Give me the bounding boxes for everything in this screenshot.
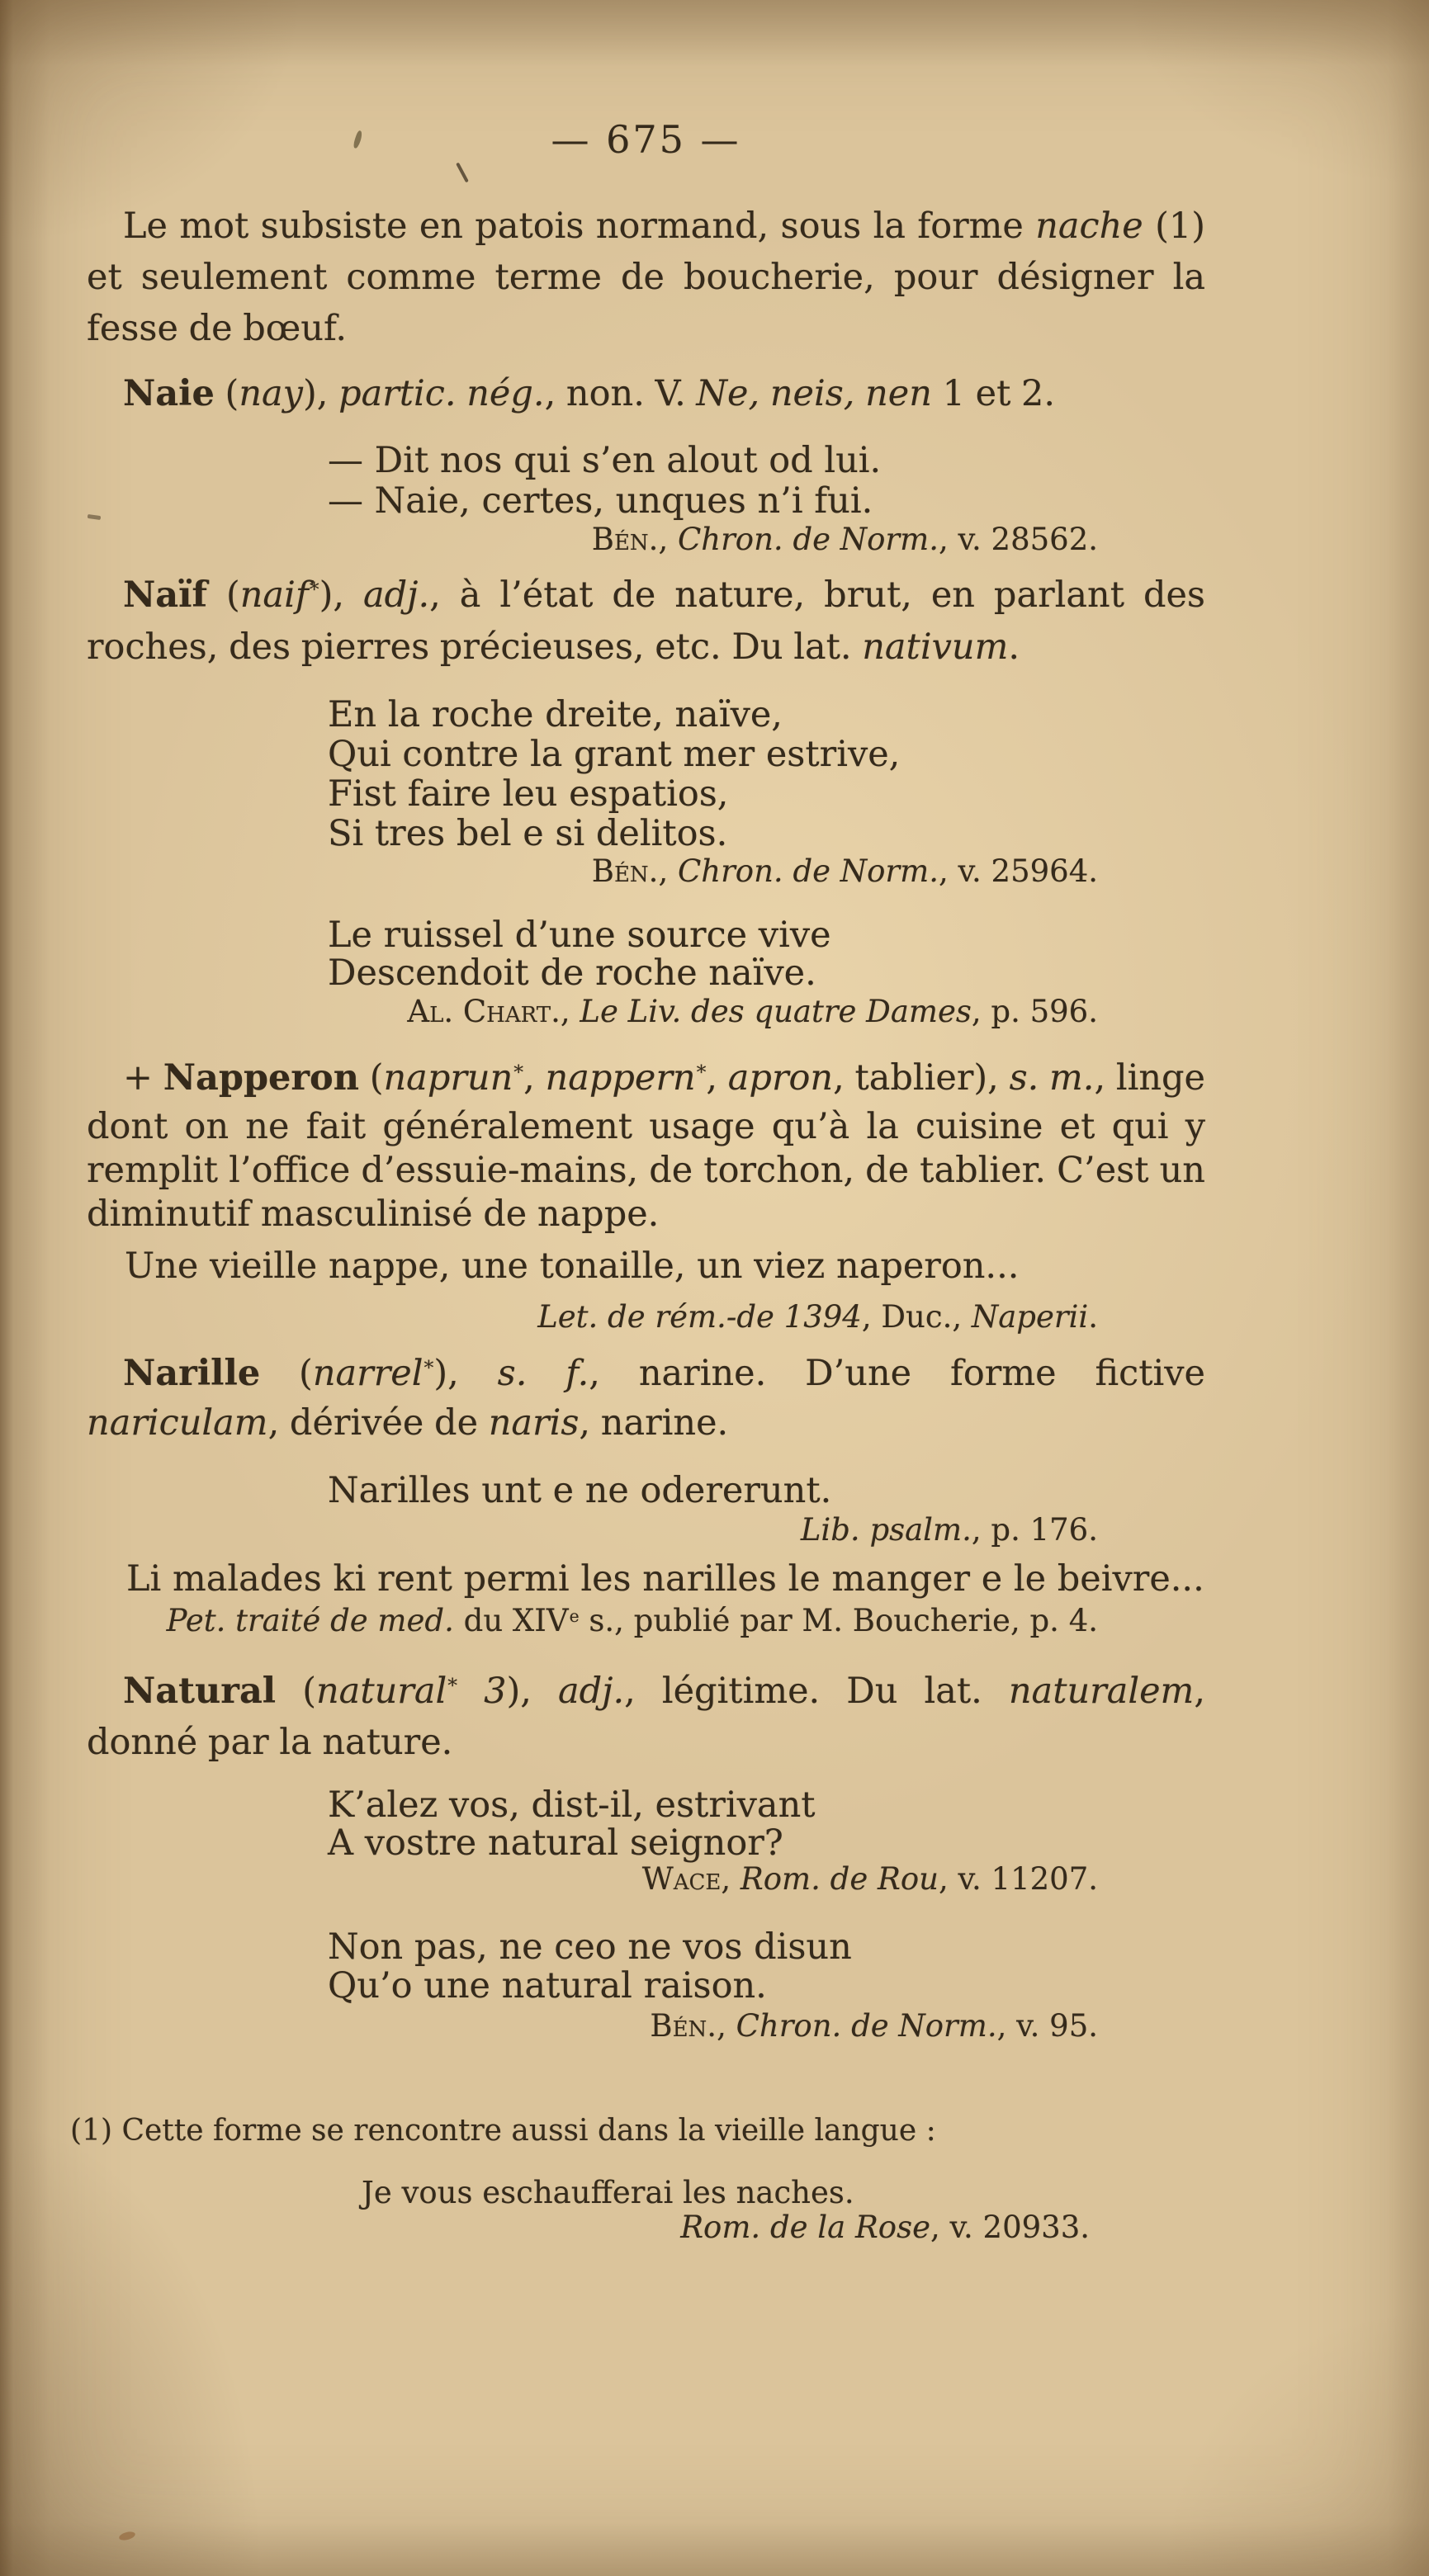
text-run: ), — [506, 1671, 558, 1712]
text-run-i: nativum — [862, 626, 1009, 668]
text-run: . — [1088, 1299, 1098, 1335]
text-run-i: naif — [239, 574, 309, 616]
text-run-sc: Bén. — [591, 853, 659, 889]
quote-napperon — [87, 1246, 1205, 1286]
text-run: , — [523, 1057, 546, 1099]
text-run: . — [1008, 626, 1020, 668]
text-run: , dérivée de — [267, 1402, 489, 1444]
text-run-sc: Wace — [641, 1861, 722, 1897]
verse-line: Le ruissel d’une source vive — [328, 915, 831, 956]
text-run-sup: * — [423, 1356, 434, 1379]
verse-line: Si tres bel e si delitos. — [328, 813, 728, 854]
text-run-b: Naie — [123, 373, 215, 414]
verse-naif — [87, 695, 1205, 853]
text-run: ), — [433, 1353, 498, 1394]
citation-narille-2 — [87, 1603, 1205, 1643]
text-run-i: naturalem — [1008, 1671, 1195, 1712]
entry-natural — [87, 1668, 1205, 1765]
text-run: , tablier), — [833, 1057, 1010, 1099]
entry-narille — [87, 1351, 1205, 1445]
text-run: , Duc., — [861, 1299, 972, 1335]
verse-line: Descendoit de roche naïve. — [328, 952, 816, 994]
text-run: , — [560, 994, 580, 1029]
text-run-i: Naperii — [971, 1299, 1089, 1335]
text-run-sup: * — [447, 1674, 458, 1697]
page-number: — 675 — — [551, 117, 741, 162]
text-run-i: apron — [727, 1057, 834, 1099]
text-run: , v. 20933. — [930, 2210, 1090, 2245]
text-run-i: nache — [1035, 206, 1143, 247]
verse-line: En la roche dreite, naïve, — [328, 694, 783, 735]
quote-line: — Dit nos qui s’en alout od lui. — [328, 440, 882, 481]
quote-narille-1 — [87, 1471, 1205, 1510]
text-run-sc: Al. Chart. — [407, 994, 561, 1029]
quote-line: Li malades ki rent permi les narilles le manger e le beivre... — [126, 1558, 1204, 1600]
text-run-i: Rom. de Rou — [740, 1861, 939, 1897]
quote-line: Je vous eschaufferai les naches. — [362, 2175, 854, 2210]
text-run-i: Le Liv. des quatre Dames — [580, 994, 972, 1029]
text-run-i: nariculam — [87, 1402, 268, 1444]
text-run: du XIV — [453, 1603, 569, 1638]
text-run-i: nappern — [545, 1057, 696, 1099]
citation-naie — [87, 522, 1205, 558]
text-run-sup: * — [513, 1061, 524, 1084]
text-run-i: Pet. traité de med. — [166, 1603, 454, 1638]
text-run-i: 3 — [457, 1671, 507, 1712]
text-run: ( — [260, 1353, 313, 1394]
text-run-sup: * — [696, 1061, 707, 1084]
text-run-sup: * — [309, 578, 319, 601]
text-run-i: s. f. — [497, 1353, 589, 1394]
text-run-i: Chron. de Norm. — [677, 853, 939, 889]
text-run: , — [717, 2008, 736, 2044]
paper-fleck — [118, 2531, 136, 2542]
entry-naif — [87, 572, 1205, 671]
citation-narille-1 — [87, 1512, 1205, 1548]
text-run-i: adj. — [557, 1671, 625, 1712]
text-run-i: Rom. de la Rose — [680, 2210, 930, 2245]
text-run: , — [658, 853, 678, 889]
text-run-i: Lib. psalm. — [800, 1512, 972, 1548]
entry-napperon — [87, 1056, 1205, 1236]
text-run-sc: Bén. — [591, 522, 659, 557]
quote-line: — Naie, certes, unques n’i fui. — [328, 480, 873, 522]
text-run: ( — [276, 1671, 316, 1712]
verse-naif-2 — [87, 916, 1205, 992]
text-run: , p. 596. — [971, 994, 1098, 1029]
verse-line: Qui contre la grant mer estrive, — [328, 734, 901, 775]
text-run: ( — [359, 1057, 384, 1099]
citation-napperon — [87, 1299, 1205, 1335]
verse-line: K’alez vos, dist-il, estrivant — [328, 1784, 816, 1826]
verse-line: Fist faire leu espatios, — [328, 773, 729, 815]
footnote-quote — [87, 2174, 1205, 2212]
text-run-i: natural — [315, 1671, 447, 1712]
text-run: , v. 95. — [996, 2008, 1098, 2044]
verse-line: Non pas, ne ceo ne vos disun — [328, 1926, 852, 1968]
citation-naif-2 — [87, 994, 1205, 1030]
entry-naie — [87, 371, 1205, 418]
text-run: , v. 28562. — [938, 522, 1098, 557]
text-run: ), — [319, 574, 363, 616]
text-run: ( — [214, 373, 239, 414]
text-run: , linge dont on ne fait généralement usage qu’à la cuisine et qui y remplit l’office d’essuie-mains, de torchon, de tablier. C’est un diminutif masculinisé de nappe. — [87, 1057, 1205, 1235]
text-run: , v. 25964. — [938, 853, 1098, 889]
citation-naif-1 — [87, 853, 1205, 890]
text-run: , v. 11207. — [938, 1861, 1098, 1897]
text-run: (1) et seulement comme terme de boucherie, pour désigner la fesse de bœuf. — [87, 206, 1206, 349]
verse-natural-1 — [87, 1786, 1205, 1862]
text-run-i: Chron. de Norm. — [677, 522, 939, 557]
text-run-i: Ne, neis, nen — [696, 373, 932, 414]
text-run-i: adj. — [362, 574, 430, 616]
text-run-b: Napperon — [163, 1057, 359, 1099]
footnote-citation — [87, 2210, 1205, 2246]
verse-line: A vostre natural seignor? — [328, 1822, 783, 1864]
verse-natural-2 — [87, 1928, 1205, 2006]
pen-mark — [456, 163, 469, 183]
text-run-sup: e — [569, 1605, 580, 1626]
text-run: , donné par la nature. — [87, 1671, 1206, 1763]
footnote-text: (1) Cette forme se rencontre aussi dans la vieille langue : — [70, 2114, 936, 2148]
text-run: , — [706, 1057, 728, 1099]
text-run-i: partic. nég. — [338, 373, 545, 414]
text-run-i: nay — [239, 373, 303, 414]
text-run: 1 et 2. — [931, 373, 1056, 414]
text-run-i: naris — [488, 1402, 580, 1444]
quote-line: Une vieille nappe, une tonaille, un viez naperon... — [125, 1245, 1020, 1287]
citation-natural-2 — [87, 2008, 1205, 2044]
citation-natural-1 — [87, 1861, 1205, 1898]
text-run: , — [721, 1861, 741, 1897]
text-run: + — [123, 1057, 163, 1099]
verse-line: Qu’o une natural raison. — [328, 1965, 767, 2006]
text-run: , légitime. Du lat. — [624, 1671, 1009, 1712]
text-run-i: Chron. de Norm. — [736, 2008, 997, 2044]
text-run-b: Naïf — [123, 574, 207, 616]
text-run-i: narrel — [312, 1353, 423, 1394]
text-run: ( — [207, 574, 240, 616]
text-run: , narine. D’une forme fictive — [589, 1353, 1205, 1394]
text-run: , narine. — [579, 1402, 729, 1444]
text-run-sc: Bén. — [650, 2008, 717, 2044]
text-run: , — [658, 522, 678, 557]
text-run: s., publié par M. Boucherie, p. 4. — [579, 1603, 1098, 1638]
text-run-b: Narille — [123, 1353, 261, 1394]
text-run: Le mot subsiste en patois normand, sous la forme — [123, 206, 1036, 247]
text-run-b: Natural — [123, 1671, 277, 1712]
text-run: , à l’état de nature, brut, en parlant des roches, des pierres précieuses, etc. Du lat. — [87, 574, 1205, 668]
quote-narille-2 — [87, 1559, 1205, 1599]
quote-line: Narilles unt e ne odererunt. — [328, 1470, 832, 1511]
text-run-i: Let. de rém.-de 1394 — [537, 1299, 862, 1335]
text-run: , non. V. — [544, 373, 697, 414]
text-run: ), — [302, 373, 339, 414]
text-run-i: naprun — [383, 1057, 513, 1099]
text-run: , p. 176. — [971, 1512, 1098, 1548]
intro-paragraph — [87, 201, 1205, 354]
quote-naie — [87, 441, 1205, 522]
text-run-i: s. m. — [1009, 1057, 1095, 1099]
